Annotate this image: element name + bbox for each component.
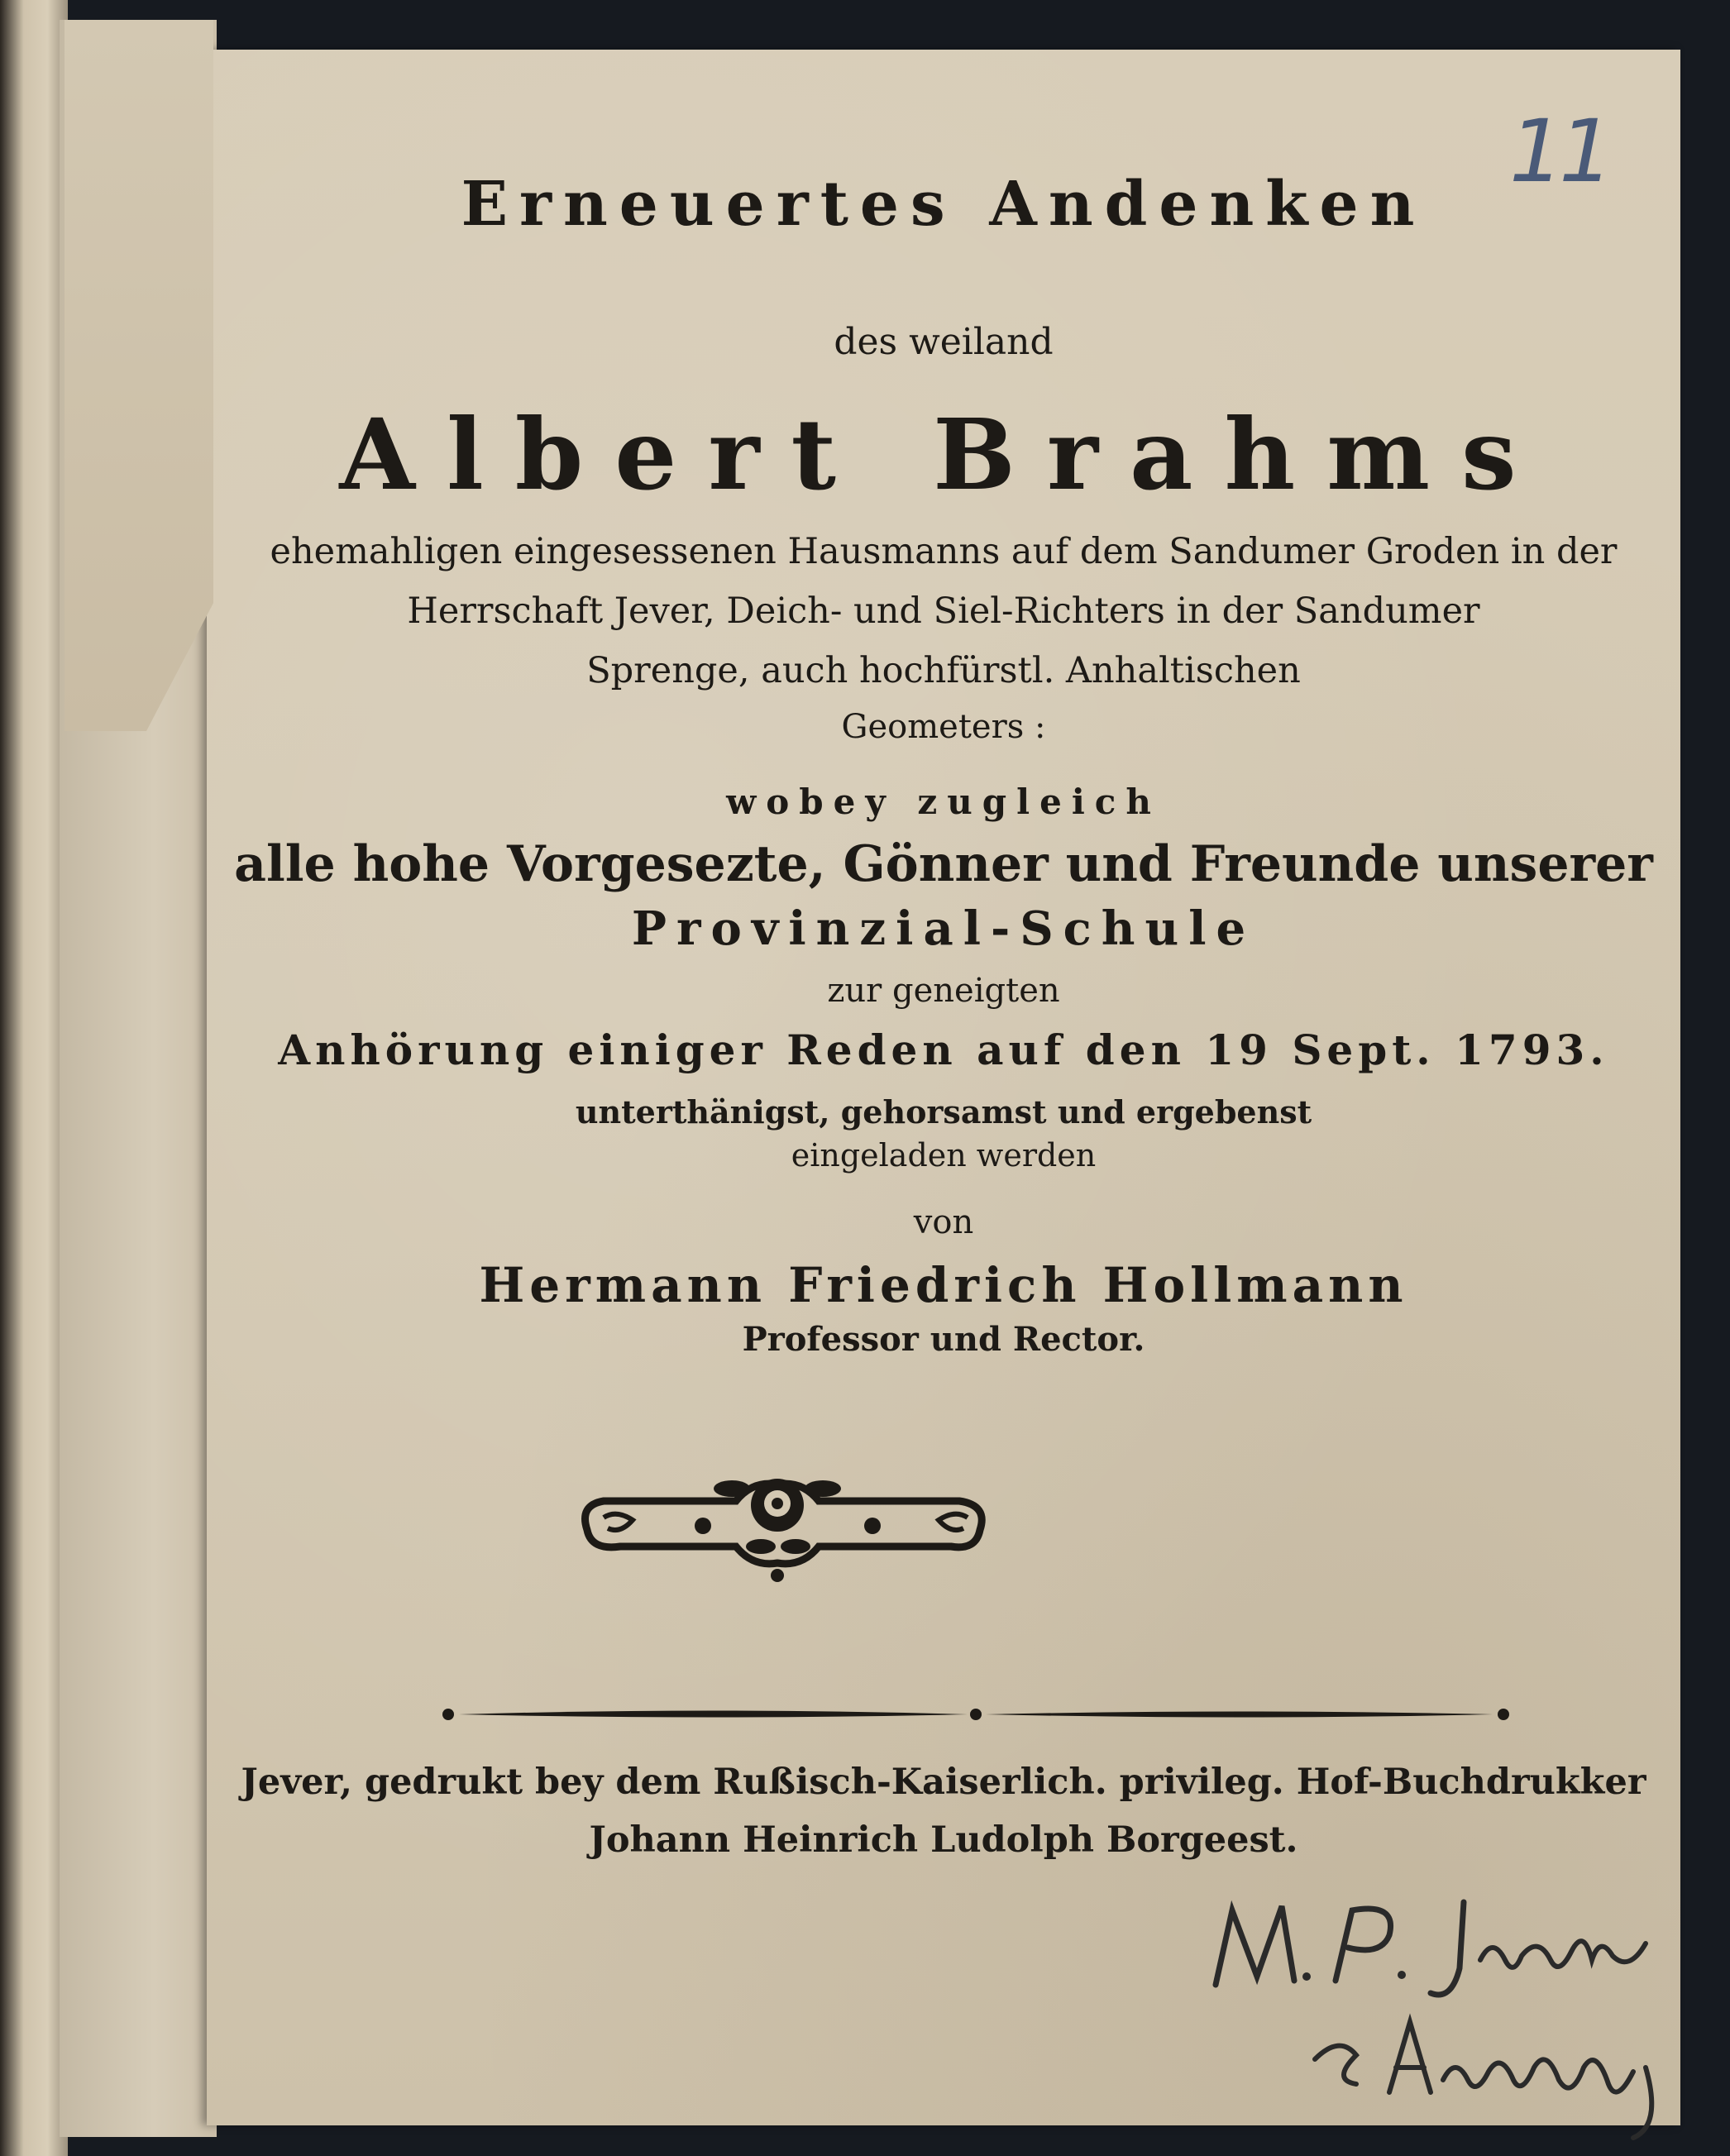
- description-line-1: ehemahligen eingesessenen Hausmanns auf dem Sandumer Groden in der: [270, 531, 1618, 572]
- author-role: Professor und Rector.: [742, 1320, 1145, 1359]
- invitation-line-4: zur geneigten: [827, 972, 1060, 1010]
- imprint-line-1: Jever, gedrukt bey dem Rußisch-Kaiserlich. privileg. Hof-Buchdrukker: [241, 1762, 1646, 1803]
- title-page: [207, 50, 1680, 2125]
- folio-pencil-mark: 11: [1509, 101, 1609, 202]
- description-line-4: Geometers :: [841, 708, 1046, 746]
- subject-name: Albert Brahms: [339, 397, 1548, 512]
- book-binding: [0, 0, 68, 2156]
- decorative-rule: [438, 1702, 1513, 1727]
- handwritten-signature: [1183, 1877, 1730, 2150]
- floral-ornament-icon: [571, 1456, 1001, 1588]
- invitation-line-1: wobey zugleich: [726, 782, 1161, 822]
- description-line-2: Herrschaft Jever, Deich- und Siel-Richters in der Sandumer: [407, 590, 1480, 632]
- imprint-line-2: Johann Heinrich Ludolph Borgeest.: [589, 1819, 1298, 1861]
- binding-flap: [65, 20, 213, 731]
- author-name: Hermann Friedrich Hollmann: [479, 1257, 1408, 1313]
- invitation-line-7: eingeladen werden: [791, 1137, 1097, 1174]
- title-line-2: des weiland: [834, 321, 1054, 363]
- invitation-line-3: Provinzial-Schule: [631, 901, 1256, 956]
- invitation-line-6: unterthänigst, gehorsamst und ergebenst: [575, 1093, 1312, 1131]
- invitation-line-2: alle hohe Vorgesezte, Gönner und Freunde unserer: [234, 835, 1653, 893]
- title-line-1: Erneuertes Andenken: [461, 169, 1427, 240]
- invitation-line-5: Anhörung einiger Reden auf den 19 Sept. 1793.: [278, 1025, 1609, 1074]
- author-by: von: [913, 1203, 974, 1241]
- description-line-3: Sprenge, auch hochfürstl. Anhaltischen: [586, 650, 1301, 691]
